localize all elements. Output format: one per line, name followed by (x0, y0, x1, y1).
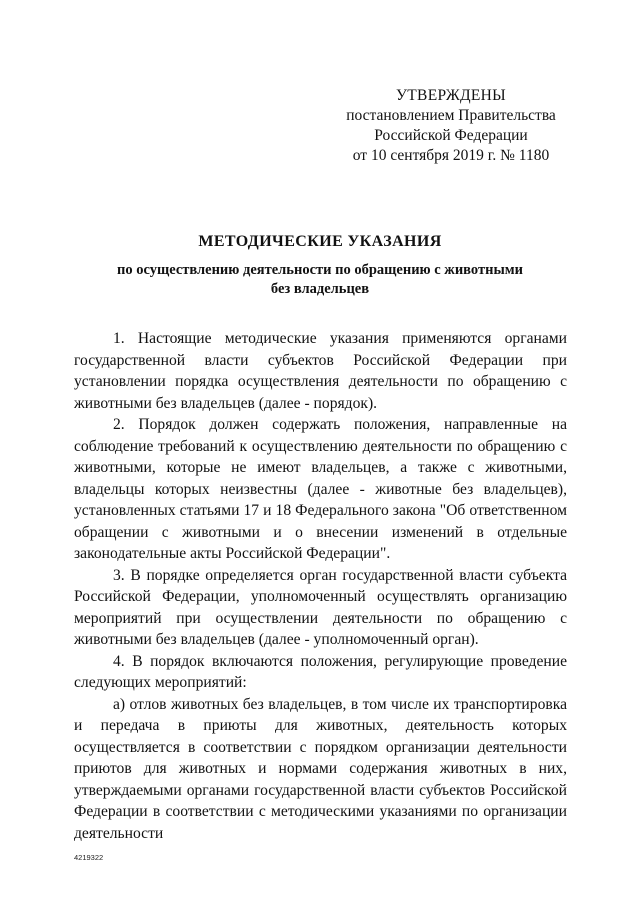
approval-block (333, 86, 569, 166)
paragraph-1: 1. Настоящие методические указания применяются органами государственной власти субъектов Российской Федерации при установлении порядка осуществления деятельности по обращению с животными без владельцев (далее - порядок). (74, 330, 567, 412)
paragraph-2: 2. Порядок должен содержать положения, направленные на соблюдение требований к осуществлению деятельности по обращению с животными, которые не имеют владельцев, а также с животными, владельцы которых неизвестны (далее - животные без владельцев), установленных статьями 17 и 18 Федерального закона "Об ответственном обращении с животными и о внесении изменений в отдельные законодательные акты Российской Федерации". (74, 416, 567, 562)
document-header (70, 231, 570, 299)
paragraph-4: 4. В порядок включаются положения, регулирующие проведение следующих мероприятий: (74, 652, 567, 691)
document-subtitle (70, 261, 570, 299)
approval-line-1: постановлением Правительства (346, 107, 556, 124)
approval-line-2: Российской Федерации (374, 127, 528, 144)
document-number: 4219322 (74, 853, 104, 862)
paragraph-4a: а) отлов животных без владельцев, в том числе их транспортировка и передача в приюты для животных, деятельность которых осуществляется в соответствии с порядком организации деятельности приютов для животных и нормами содержания животных в них, утверждаемыми органами государственной власти субъектов Российской Федерации в соответствии с методическими указаниями по организации деятельности (74, 695, 567, 842)
approval-title: УТВЕРЖДЕНЫ (396, 87, 506, 104)
subtitle-line-2: без владельцев (270, 281, 370, 297)
subtitle-line-1: по осуществлению деятельности по обращению с животными (116, 262, 523, 278)
document-title: МЕТОДИЧЕСКИЕ УКАЗАНИЯ (198, 233, 442, 250)
paragraph-3: 3. В порядке определяется орган государственной власти субъекта Российской Федерации, уполномоченный осуществлять организацию мероприятий при осуществлении деятельности по обращению с животными без владельцев (далее - уполномоченный орган). (74, 566, 567, 648)
document-body (74, 328, 567, 844)
approval-line-3: от 10 сентября 2019 г. № 1180 (352, 147, 550, 164)
